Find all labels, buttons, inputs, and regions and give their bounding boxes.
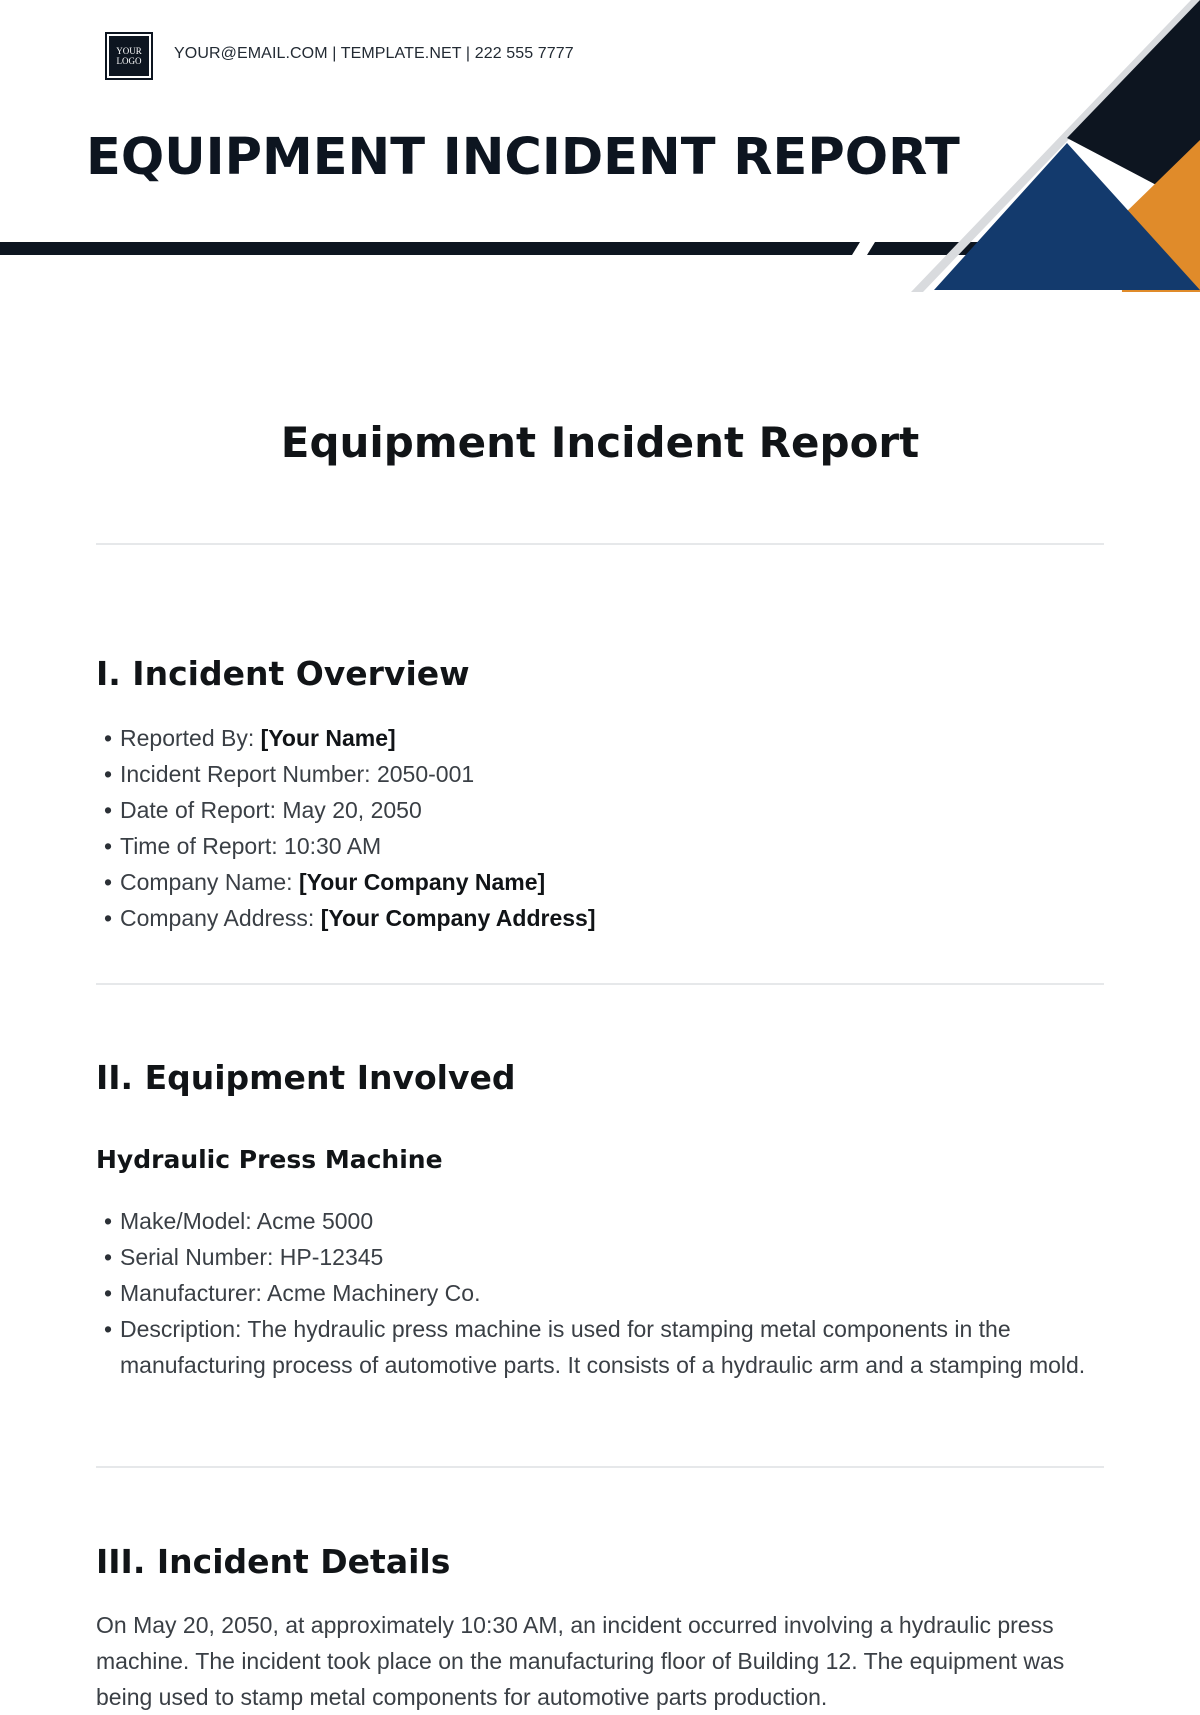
divider (96, 1466, 1104, 1468)
section-heading-equipment: II. Equipment Involved (96, 1058, 516, 1097)
list-item: • Date of Report: May 20, 2050 (96, 792, 1104, 828)
equipment-subheading: Hydraulic Press Machine (96, 1145, 443, 1174)
document-header (0, 0, 1200, 300)
overview-list (96, 720, 1104, 936)
contact-info: YOUR@EMAIL.COM | TEMPLATE.NET | 222 555 7777 (174, 45, 574, 62)
section-heading-overview: I. Incident Overview (96, 654, 470, 693)
divider (96, 983, 1104, 985)
details-paragraph: On May 20, 2050, at approximately 10:30 AM, an incident occurred involving a hydraulic press machine. The incident took place on the manufacturing floor of Building 12. The equipment was being used to stamp metal components for automotive parts production. (96, 1612, 1065, 1710)
equipment-list (96, 1203, 1104, 1383)
divider (96, 543, 1104, 545)
logo-text-line2: LOGO (116, 56, 142, 66)
header-underline-bar (0, 242, 860, 255)
list-item: • Make/Model: Acme 5000 (96, 1203, 1104, 1239)
list-item: • Description: The hydraulic press machine is used for stamping metal components in the manufacturing process of automotive parts. It consists of a hydraulic arm and a stamping mold. (96, 1311, 1104, 1383)
list-item: • Time of Report: 10:30 AM (96, 828, 1104, 864)
logo-text-line1: YOUR (116, 46, 142, 56)
section-heading-details: III. Incident Details (96, 1542, 451, 1581)
list-item: • Reported By: [Your Name] (96, 720, 1104, 756)
list-item: • Company Address: [Your Company Address] (96, 900, 1104, 936)
banner-title: EQUIPMENT INCIDENT REPORT (86, 128, 960, 187)
list-item: • Manufacturer: Acme Machinery Co. (96, 1275, 1104, 1311)
list-item: • Company Name: [Your Company Name] (96, 864, 1104, 900)
header-decoration (0, 0, 1200, 300)
document-title: Equipment Incident Report (280, 418, 920, 467)
list-item: • Incident Report Number: 2050-001 (96, 756, 1104, 792)
list-item: • Serial Number: HP-12345 (96, 1239, 1104, 1275)
